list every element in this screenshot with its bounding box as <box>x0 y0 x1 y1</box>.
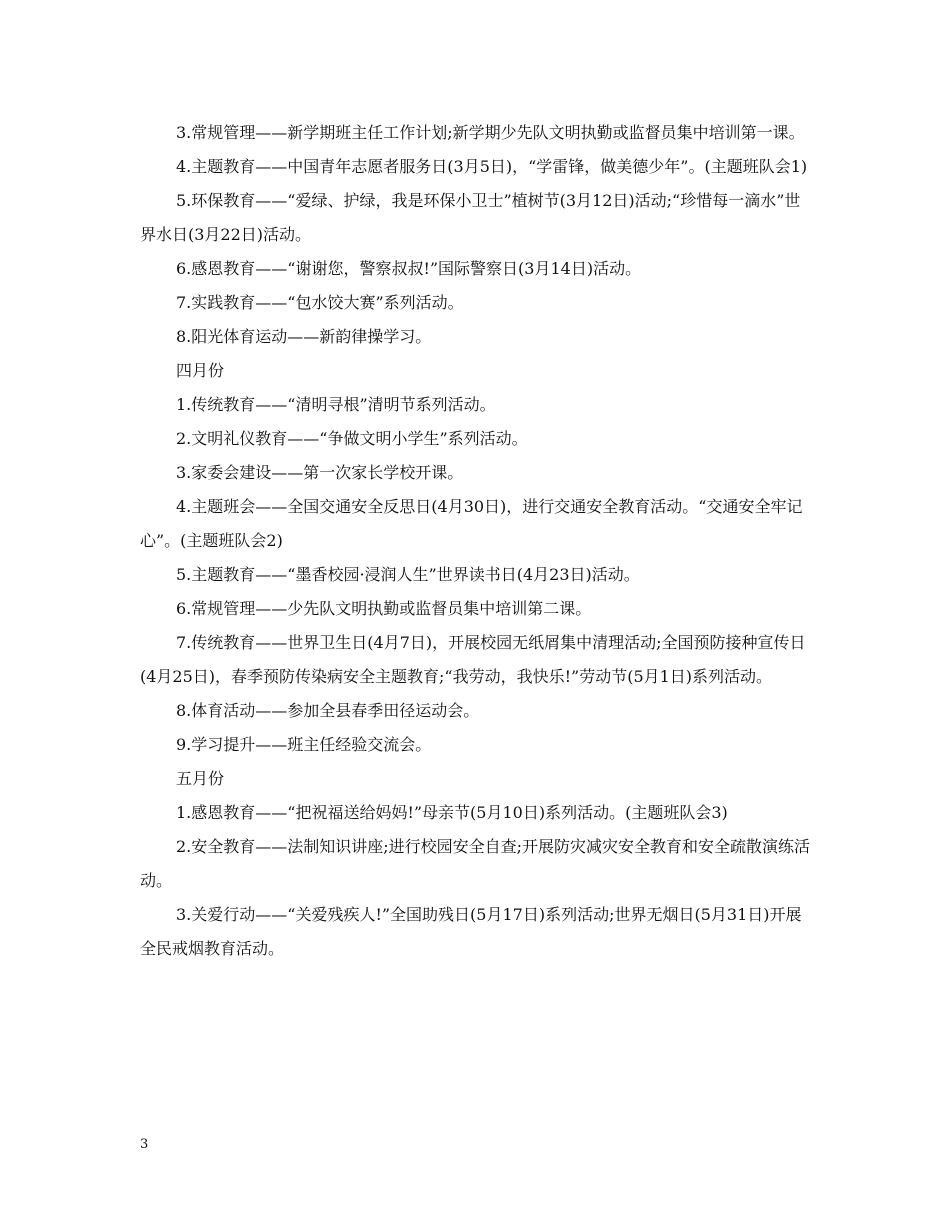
section-heading: 四月份 <box>176 361 225 380</box>
list-item: 7.实践教育——“包水饺大赛”系列活动。 <box>176 293 464 312</box>
list-item: 4.主题教育——中国青年志愿者服务日(3月5日)，“学雷锋，做美德少年”。(主题班队会1) <box>176 157 808 176</box>
list-item: 2.文明礼仪教育——“争做文明小学生”系列活动。 <box>176 429 528 448</box>
list-item: 5.主题教育——“墨香校园·浸润人生”世界读书日(4月23日)活动。 <box>176 565 640 584</box>
section-heading: 五月份 <box>176 769 225 788</box>
list-item: 2.安全教育——法制知识讲座;进行校园安全自查;开展防灾减灾安全教育和安全疏散演练活动。 <box>140 837 811 890</box>
list-item: 1.感恩教育——“把祝福送给妈妈!”母亲节(5月10日)系列活动。(主题班队会3) <box>176 803 728 822</box>
list-item: 5.环保教育——“爱绿、护绿，我是环保小卫士”植树节(3月12日)活动;“珍惜每一滴水”世界水日(3月22日)活动。 <box>140 191 801 244</box>
list-item: 3.常规管理——新学期班主任工作计划;新学期少先队文明执勤或监督员集中培训第一课。 <box>176 123 805 142</box>
document-body <box>140 116 816 966</box>
list-item: 3.家委会建设——第一次家长学校开课。 <box>176 463 464 482</box>
list-item: 9.学习提升——班主任经验交流会。 <box>176 735 432 754</box>
list-item: 8.阳光体育运动——新韵律操学习。 <box>176 327 432 346</box>
list-item: 1.传统教育——“清明寻根”清明节系列活动。 <box>176 395 496 414</box>
list-item: 4.主题班会——全国交通安全反思日(4月30日)，进行交通安全教育活动。“交通安全牢记心”。(主题班队会2) <box>140 497 803 550</box>
page-number: 3 <box>140 1137 149 1152</box>
list-item: 6.感恩教育——“谢谢您，警察叔叔!”国际警察日(3月14日)活动。 <box>176 259 642 278</box>
list-item: 7.传统教育——世界卫生日(4月7日)，开展校园无纸屑集中清理活动;全国预防接种宣传日(4月25日)，春季预防传染病安全主题教育;“我劳动，我快乐!”劳动节(5月1日)系列活动。 <box>140 633 806 686</box>
list-item: 6.常规管理——少先队文明执勤或监督员集中培训第二课。 <box>176 599 592 618</box>
list-item: 8.体育活动——参加全县春季田径运动会。 <box>176 701 480 720</box>
list-item: 3.关爱行动——“关爱残疾人!”全国助残日(5月17日)系列活动;世界无烟日(5月31日)开展全民戒烟教育活动。 <box>140 905 802 958</box>
